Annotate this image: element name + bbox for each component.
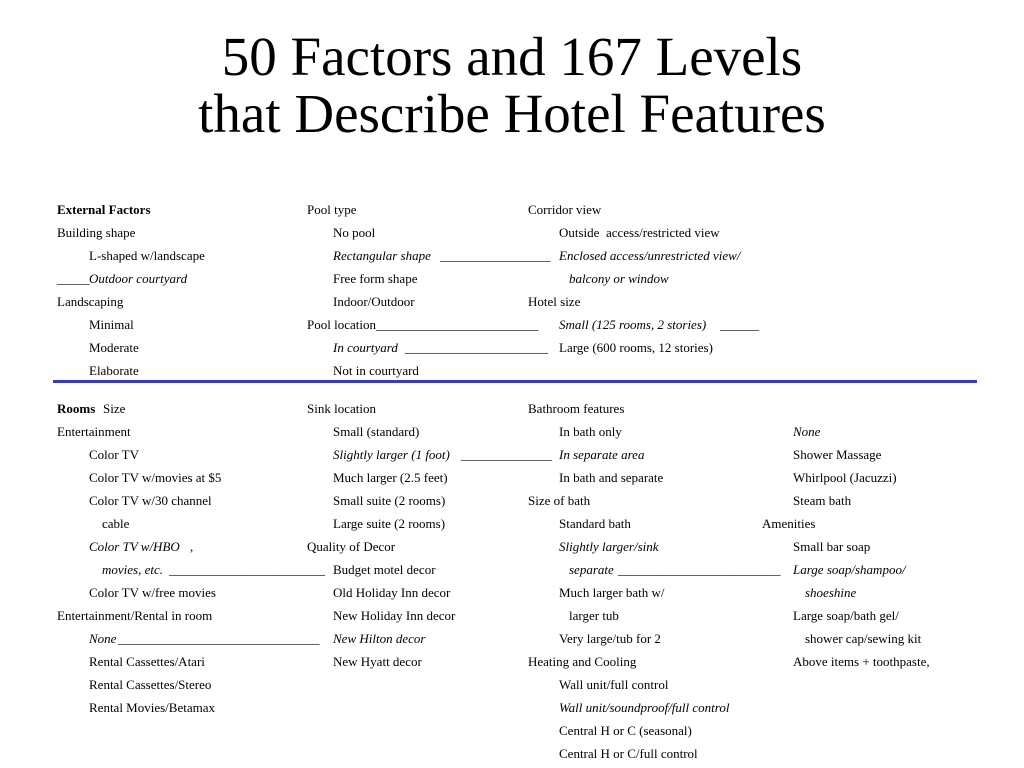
corridor-view: Corridor view [528,202,602,217]
none-left: None [89,631,117,646]
new-hyatt: New Hyatt decor [333,654,422,669]
no-pool: No pool [333,225,376,240]
not-in-courtyard: Not in courtyard [333,363,419,378]
rental-betamax: Rental Movies/Betamax [89,700,216,715]
external-factors-heading: External Factors [57,202,151,217]
quality-decor: Quality of Decor [307,539,396,554]
rental-atari: Rental Cassettes/Atari [89,654,205,669]
color-tv: Color TV [89,447,139,462]
cable: cable [102,516,130,531]
free-form-shape: Free form shape [333,271,418,286]
size: Size [103,401,126,416]
in-courtyard: In courtyard [333,340,398,355]
new-hilton: New Hilton decor [333,631,426,646]
steam-bath: Steam bath [793,493,852,508]
rental-stereo: Rental Cassettes/Stereo [89,677,212,692]
color-tv-free: Color TV w/free movies [89,585,216,600]
small-rooms: Small (125 rooms, 2 stories) [559,317,707,332]
outdoor-courtyard-lead: _____ [57,271,90,286]
large-soap-shampoo: Large soap/shampoo/ [793,562,906,577]
entertainment-rental: Entertainment/Rental in room [57,608,213,623]
balcony-window: balcony or window [569,271,669,286]
shower-massage: Shower Massage [793,447,882,462]
elaborate: Elaborate [89,363,139,378]
amenities: Amenities [762,516,816,531]
large-suite: Large suite (2 rooms) [333,516,446,531]
bathroom-features: Bathroom features [528,401,625,416]
large-soap-bath-gel: Large soap/bath gel/ [793,608,899,623]
slide-title [0,28,1024,142]
in-courtyard-line: ______________________ [405,340,548,355]
outside-access: Outside access/restricted view [559,225,720,240]
small-suite: Small suite (2 rooms) [333,493,446,508]
separate: separate [569,562,614,577]
slide-title-line-2: that Describe Hotel Features [198,83,826,144]
enclosed-access: Enclosed access/unrestricted view/ [559,248,741,263]
separate-line: _________________________ [618,562,781,577]
minimal: Minimal [89,317,134,332]
small-standard: Small (standard) [333,424,420,439]
wall-unit-soundproof: Wall unit/soundproof/full control [559,700,730,715]
in-separate-area: In separate area [559,447,645,462]
very-large-tub: Very large/tub for 2 [559,631,661,646]
in-bath-separate: In bath and separate [559,470,664,485]
new-holiday: New Holiday Inn decor [333,608,456,623]
none-left-line: _______________________________ [118,631,320,646]
wall-unit: Wall unit/full control [559,677,669,692]
above-items: Above items + toothpaste, [793,654,930,669]
larger-tub: larger tub [569,608,619,623]
heating-cooling: Heating and Cooling [528,654,637,669]
section-divider [53,380,977,383]
pool-type: Pool type [307,202,357,217]
hotel-size: Hotel size [528,294,581,309]
slide-title-line-1: 50 Factors and 167 Levels [221,26,803,87]
movies-etc: movies, etc. [102,562,164,577]
color-tv-movies: Color TV w/movies at $5 [89,470,222,485]
building-shape: Building shape [57,225,136,240]
movies-etc-line: ________________________ [169,562,325,577]
small-bar-soap: Small bar soap [793,539,871,554]
central-full: Central H or C/full control [559,746,698,761]
whirlpool: Whirlpool (Jacuzzi) [793,470,897,485]
entertainment: Entertainment [57,424,131,439]
moderate: Moderate [89,340,139,355]
small-rooms-line: ______ [720,317,759,332]
none-right: None [793,424,821,439]
slightly-larger: Slightly larger (1 foot) [333,447,450,462]
slightly-larger-line: ______________ [461,447,552,462]
outdoor-courtyard: Outdoor courtyard [89,271,188,286]
color-tv-hbo-comma: , [190,539,194,554]
rectangular-shape: Rectangular shape [333,248,431,263]
rooms-heading: Rooms [57,401,96,416]
much-larger-bath: Much larger bath w/ [559,585,665,600]
slightly-larger-sink: Slightly larger/sink [559,539,659,554]
sink-location: Sink location [307,401,376,416]
old-holiday: Old Holiday Inn decor [333,585,451,600]
budget-motel: Budget motel decor [333,562,436,577]
in-bath-only: In bath only [559,424,622,439]
much-larger: Much larger (2.5 feet) [333,470,448,485]
central-seasonal: Central H or C (seasonal) [559,723,692,738]
shoeshine: shoeshine [805,585,857,600]
rectangular-line: _________________ [440,248,551,263]
large-rooms: Large (600 rooms, 12 stories) [559,340,713,355]
indoor-outdoor: Indoor/Outdoor [333,294,415,309]
shower-cap: shower cap/sewing kit [805,631,922,646]
standard-bath: Standard bath [559,516,631,531]
color-tv-30: Color TV w/30 channel [89,493,212,508]
pool-location: Pool location_________________________ [307,317,539,332]
landscaping: Landscaping [57,294,124,309]
color-tv-hbo: Color TV w/HBO [89,539,180,554]
size-of-bath: Size of bath [528,493,591,508]
l-shaped: L-shaped w/landscape [89,248,205,263]
